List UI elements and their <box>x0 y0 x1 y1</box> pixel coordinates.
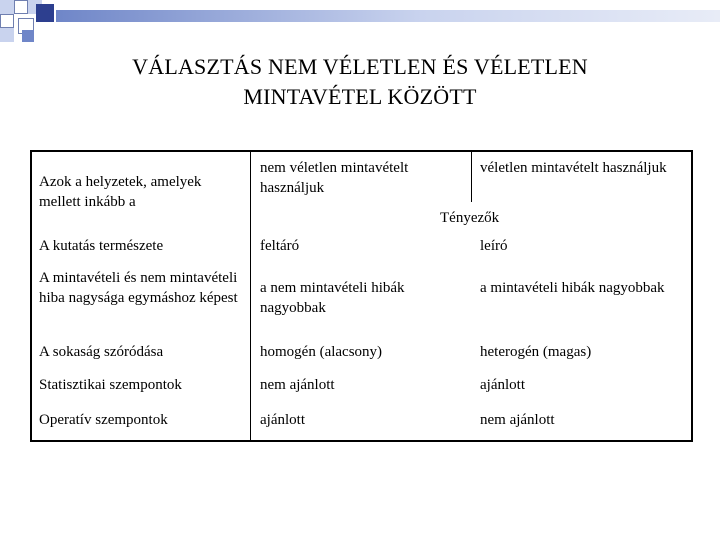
row-factor: A sokaság szóródása <box>39 344 164 360</box>
row-nonrandom: feltáró <box>260 238 300 254</box>
row-random: ajánlott <box>480 377 525 393</box>
header-nonrandom: nem véletlen mintavételt használjuk <box>260 160 409 196</box>
row-nonrandom: ajánlott <box>260 412 305 428</box>
row-random: leíró <box>480 238 508 254</box>
row-random: nem ajánlott <box>480 412 555 428</box>
deco-square <box>0 14 14 28</box>
deco-square <box>36 4 54 22</box>
header-situation: Azok a helyzetek, amelyek mellett inkább a <box>39 174 202 210</box>
deco-square <box>0 28 14 42</box>
column-divider <box>471 152 472 202</box>
column-divider <box>250 152 251 440</box>
row-factor: Statisztikai szempontok <box>39 377 182 393</box>
row-nonrandom: a nem mintavételi hibák nagyobbak <box>260 280 405 316</box>
row-nonrandom: homogén (alacsony) <box>260 344 383 360</box>
header-gradient-bar <box>56 10 720 22</box>
deco-square <box>22 30 34 42</box>
deco-square <box>14 0 28 14</box>
title-line-1: VÁLASZTÁS NEM VÉLETLEN ÉS VÉLETLEN <box>132 54 588 79</box>
comparison-table <box>30 150 693 442</box>
row-factor: Operatív szempontok <box>39 412 168 428</box>
row-factor: A mintavételi és nem mintavételi hiba nagysága egymáshoz képest <box>39 270 238 306</box>
deco-square <box>0 0 14 14</box>
row-nonrandom: nem ajánlott <box>260 377 335 393</box>
header-factors: Tényezők <box>440 210 500 226</box>
page-title <box>60 52 660 112</box>
header-random: véletlen mintavételt használjuk <box>480 160 667 176</box>
row-random: a mintavételi hibák nagyobbak <box>480 280 665 296</box>
title-line-2: MINTAVÉTEL KÖZÖTT <box>243 84 477 109</box>
row-random: heterogén (magas) <box>480 344 592 360</box>
row-factor: A kutatás természete <box>39 238 164 254</box>
